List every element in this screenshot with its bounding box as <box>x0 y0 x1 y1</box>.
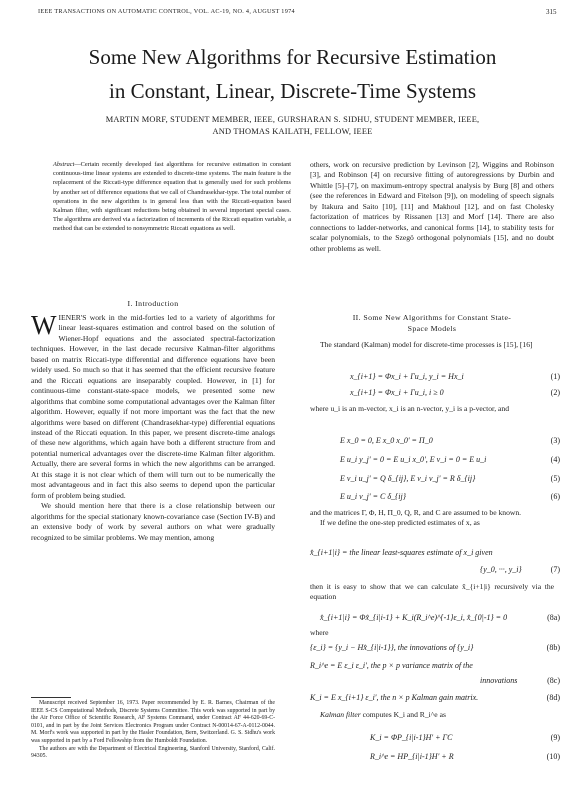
abstract-text: —Certain recently developed fast algorithms for recursive estimation in constant continuous-time linear systems are extended to discrete-time systems. The main feature is the replacement of the Riccati-type difference equation that is generally used for such problems by another set of difference equations that we call of Chandrasekhar-type. The total number of operations in the new algorithm is in general less than with the Riccati-equation based Kalman filter, with significant reductions being obtained in several important special cases. The algorithms are derived via a factorization of increments of the Riccati equation variable, a method that can be extended to nonsymmetric Riccati equations as well. <box>53 161 291 233</box>
equation-8b-number: (8b) <box>546 643 560 652</box>
equation-1-expr: x_{i+1} = Φx_i + Γu_i, y_i = Hx_i <box>350 372 464 381</box>
equation-6 <box>340 492 560 504</box>
equation-9 <box>370 733 560 745</box>
intro-paragraph-2: We should mention here that there is a close relationship between our algorithms for the special stationary known-covariance case (Section IV-B) and an extensive body of work by several authors on what were gradually recognized to be similar problems. We may mention, among <box>31 501 275 542</box>
running-head: IEEE TRANSACTIONS ON AUTOMATIC CONTROL, VOL. AC-19, NO. 4, AUGUST 1974 <box>38 8 295 15</box>
equation-3 <box>340 436 560 448</box>
drop-cap: W <box>31 310 57 340</box>
model-intro-text: The standard (Kalman) model for discrete-time processes is [15], [16] <box>320 340 533 349</box>
matrices-known-text: and the matrices Γ, Φ, H, Π_0, Q, R, and C are assumed to be known. <box>310 508 522 517</box>
footnote-paragraph-1: Manuscript received September 16, 1973. Paper recommended by E. R. Barnes, Chairman of the IEEE S-CS Computational Methods, Discrete Systems Committee. This work was supported in part by the Air Force Office of Scientific Research, AF Systems Command, under Contract AF 44-620-69-C-0101, and in part by the Joint Services Electronics Program under Contract N-00014-67-A-0112-0044. M. Morf's work was supported in part by the Hasler Foundation, Bern, Switzerland. G. S. Sidhu's work was supported in part by a Ford Fellowship from the Humboldt Foundation. <box>31 700 275 744</box>
abstract-lead: Abstract <box>53 161 75 168</box>
equation-8a-expr: x̂_{i+1|i} = Φx̂_{i|i-1} + K_i(R_i^e)^{-1}ε_i, x̂_{0|-1} = 0 <box>320 613 508 622</box>
equation-8b-expr: {ε_i} = {y_i − Hx̂_{i|i-1}}, the innovations of {y_i} <box>310 643 474 652</box>
equation-7-line-1 <box>310 548 560 560</box>
kalman-filter-rest: computes K_i and R_i^e as <box>360 710 446 719</box>
right-paragraph-2 <box>310 340 554 350</box>
section-heading-introduction: I. Introduction <box>127 299 179 308</box>
footnote-paragraph-2: The authors are with the Department of Electrical Engineering, Stanford University, Stanford, Calif. 94305. <box>31 745 275 760</box>
right-paragraph-3 <box>310 404 554 414</box>
equation-7-expr-b: {y_0, ···, y_i} <box>480 565 522 574</box>
equation-9-expr: K_i = ΦP_{i|i-1}H' + ΓC <box>370 733 453 742</box>
equation-6-number: (6) <box>550 492 560 501</box>
equation-1-number: (1) <box>550 372 560 381</box>
right-paragraph-1: others, work on recursive prediction by Levinson [2], Wiggins and Robinson [3], and Robinson [4] on recursive fitting of autoregressions by Durbin and Whittle [5]–[7], on maximum-entropy spectral analysis by Burg [8] and others (see the references in Edward and Fitelson [9]), on modeling of speech signals by Itakura and Saito [10], [11] and Makhoul [12], and on fast Cholesky factorization of matrices by Rissanen [13] and Morf [14]. There are also connections to ladder-networks, and canonical forms [14], to stability tests for scalar polynomials, to the Szegö orthogonal polynomials [15], and no doubt other problems as well. <box>310 160 554 253</box>
equation-4-number: (4) <box>550 455 560 464</box>
equation-2 <box>350 388 560 400</box>
right-paragraph-5 <box>310 582 554 603</box>
running-header <box>38 8 558 20</box>
equation-8c-line-2 <box>480 676 560 688</box>
equation-7-number: (7) <box>550 565 560 574</box>
equation-10-expr: R_i^e = HP_{i|i-1}H' + R <box>370 752 454 761</box>
equation-3-number: (3) <box>550 436 560 445</box>
equation-7-line-2 <box>480 565 560 577</box>
equation-5-expr: E v_i u_j' = Q δ_{ij}, E v_i v_j' = R δ_{ij} <box>340 474 476 483</box>
page-number: 315 <box>546 8 557 16</box>
equation-10 <box>370 752 560 764</box>
kalman-filter-text <box>310 710 554 720</box>
equation-10-number: (10) <box>546 752 560 761</box>
variables-text: where u_i is an m-vector, x_i is an n-vector, y_i is a p-vector, and <box>310 404 509 413</box>
abstract <box>53 160 291 234</box>
paper-title-line-2: in Constant, Linear, Discrete-Time Systems <box>108 79 476 103</box>
one-step-definition-text: If we define the one-step predicted estimates of x, as <box>320 518 480 528</box>
authors-line-1: MARTIN MORF, STUDENT MEMBER, IEEE, GURSHARAN S. SIDHU, STUDENT MEMBER, IEEE, <box>105 115 480 124</box>
equation-4-expr: E u_i y_j' = 0 = E u_i x_0', E v_i = 0 = E u_i <box>340 455 487 464</box>
introduction-body <box>31 310 275 543</box>
equation-8c-expr-a: R_i^e = E ε_i ε_i', the p × p variance matrix of the <box>310 661 473 670</box>
equation-8d <box>310 693 560 705</box>
right-paragraph-7 <box>310 710 554 720</box>
equation-8a-number: (8a) <box>547 613 560 622</box>
equation-6-expr: E u_i v_j' = C δ_{ij} <box>340 492 406 501</box>
equation-1 <box>350 372 560 384</box>
equation-8a <box>320 613 560 625</box>
equation-8c-expr-b: innovations <box>480 676 518 685</box>
footnote <box>31 700 275 761</box>
equation-8c-number: (8c) <box>547 676 560 685</box>
equation-3-expr: E x_0 = 0, E x_0 x_0' = Π_0 <box>340 436 433 445</box>
equation-8d-expr: K_i = E x_{i+1} ε_i', the n × p Kalman gain matrix. <box>310 693 479 702</box>
equation-8c-line-1 <box>310 661 560 673</box>
equation-2-expr: x_{i+1} = Φx_i + Γu_i, i ≥ 0 <box>350 388 444 397</box>
equation-7-expr-a: x̂_{i+1|i} = the linear least-squares estimate of x_i given <box>310 548 493 557</box>
equation-2-number: (2) <box>550 388 560 397</box>
where-text: where <box>310 628 329 637</box>
intro-paragraph-1 <box>31 310 275 501</box>
equation-8d-number: (8d) <box>546 693 560 702</box>
equation-8b <box>310 643 560 655</box>
paper-title-line-1: Some New Algorithms for Recursive Estimation <box>88 45 497 69</box>
right-column-intro-continued <box>310 160 554 254</box>
equation-4 <box>340 455 560 467</box>
intro-paragraph-1-text: IENER'S work in the mid-forties led to a variety of algorithms for linear least-squares estimation and control based on the solution of Wiener-Hopf equations and the associated spectral-factorization techniques. However, in the last decade recursive Kalman-filter algorithms based on matrix Riccati-type differential and difference equations have been widely used. So much so that it has seemed that the efficient recursive feature and the Riccati equations are inseparably coupled. However, in [1] for continuous-time constant-state-space models, we presented some new algorithms that combine some computational advantages over the Kalman filter algorithm. However, equally if not more important was the fact that the new algorithms were based on different (Chandrasekhar-type) differential equations instead of the Riccati equation. In this paper, we present discrete-time analogs of these new algorithms, which again have both a different structure from and potential numerical advantages over the discrete-time Kalman filter algorithm. Actually, there are several forms in which the new algorithms can be arranged. At this stage it is not clear which of them will turn out to be numerically the most advantageous and in fact this also seems to depend upon the particular form of problem being studied. <box>31 313 275 500</box>
footnote-rule <box>31 697 71 698</box>
equation-5-number: (5) <box>550 474 560 483</box>
equation-9-number: (9) <box>550 733 560 742</box>
section-heading-2-line-1: II. Some New Algorithms for Constant State- <box>352 313 512 322</box>
kalman-filter-italic: Kalman filter <box>320 710 361 719</box>
section-heading-2-line-2: Space Models <box>407 324 457 333</box>
recursive-calc-text: then it is easy to show that we can calculate x̂_{i+1|i} recursively via the equation <box>310 582 554 602</box>
equation-5 <box>340 474 560 486</box>
right-paragraph-4 <box>310 508 554 529</box>
authors-line-2: AND THOMAS KAILATH, FELLOW, IEEE <box>212 127 373 136</box>
right-paragraph-6 <box>310 628 554 638</box>
